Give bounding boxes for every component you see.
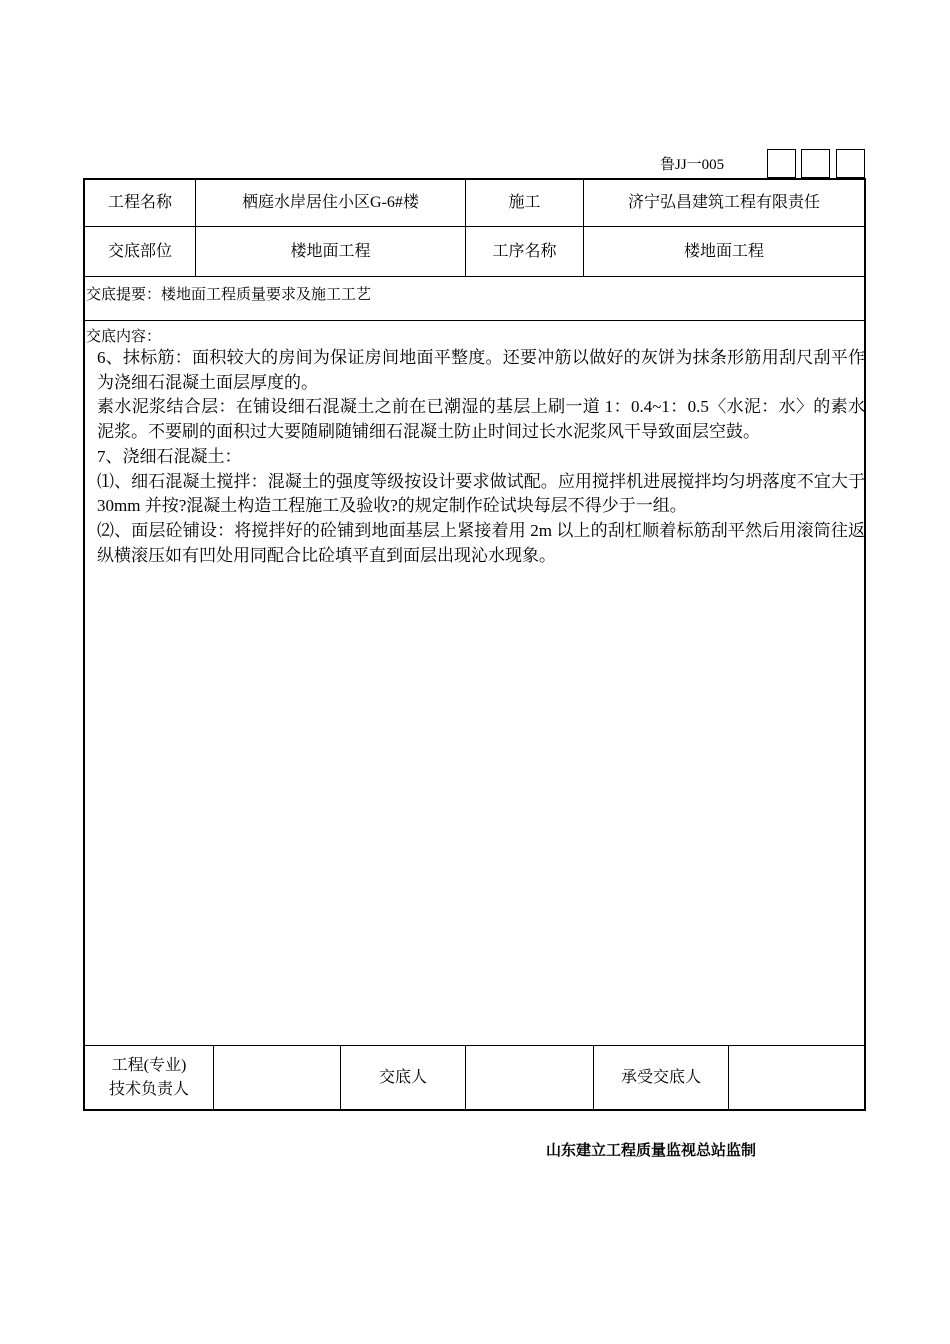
receiver-signature [729,1046,864,1110]
content-paragraph: ⑴、细石混凝土搅拌：混凝土的强度等级按设计要求做试配。应用搅拌机进展搅拌均匀坍落度不宜大于 30mm 并按?混凝土构造工程施工及验收?的规定制作砼试块每层不得少于一组。 [97,471,865,516]
construction-label: 施工 [508,194,541,211]
tech-lead-label-line1: 工程(专业) [111,1057,187,1074]
location-value: 楼地面工程 [290,242,371,260]
content-paragraph: ⑵、面层砼铺设：将搅拌好的砼铺到地面基层上紧接着用 2m 以上的刮杠顺着标筋刮平然后用滚筒往返纵横滚压如有凹处用同配合比砼填平直到面层出现沁水现象。 [97,520,865,565]
receiver-label: 承受交底人 [620,1069,701,1086]
summary-text: 交底提要：楼地面工程质量要求及施工工艺 [86,287,372,303]
process-value: 楼地面工程 [683,242,764,260]
form-frame [83,178,866,1111]
row-divider-2 [83,276,866,277]
content-body [85,346,865,568]
code-box-2 [801,149,830,178]
code-box-3 [836,149,865,178]
location-label: 交底部位 [107,242,172,260]
tech-lead-label [85,1046,213,1110]
content-paragraph: 6、抹标筋：面积较大的房间为保证房间地面平整度。还要冲筋以做好的灰饼为抹条形筋用刮尺刮平作为浇细石混凝土面层厚度的。 [97,348,865,392]
project-name-label: 工程名称 [107,194,172,211]
content-paragraph: 7、浇细石混凝土： [97,446,242,466]
footer-issuer: 山东建立工程质量监视总站监制 [546,1141,757,1159]
discloser-signature [466,1046,593,1110]
tech-lead-signature [214,1046,340,1110]
project-name-value: 栖庭水岸居住小区G-6#楼 [242,194,419,211]
tech-lead-label-line2: 技术负责人 [108,1081,189,1098]
construction-value: 济宁弘昌建筑工程有限责任 [627,194,820,211]
code-box-1 [767,149,796,178]
content-paragraph: 素水泥浆结合层：在铺设细石混凝土之前在已潮湿的基层上刷一道 1：0.4~1：0.5〈水泥：水〉的素水泥浆。不要刷的面积过大要随刷随铺细石混凝土防止时间过长水泥浆风干导致面层空鼓。 [97,397,865,442]
content-label: 交底内容： [86,329,162,345]
form-code: 鲁JJ一005 [660,157,725,173]
process-label: 工序名称 [492,242,557,260]
discloser-label: 交底人 [378,1069,427,1086]
row-divider-3 [83,320,866,321]
